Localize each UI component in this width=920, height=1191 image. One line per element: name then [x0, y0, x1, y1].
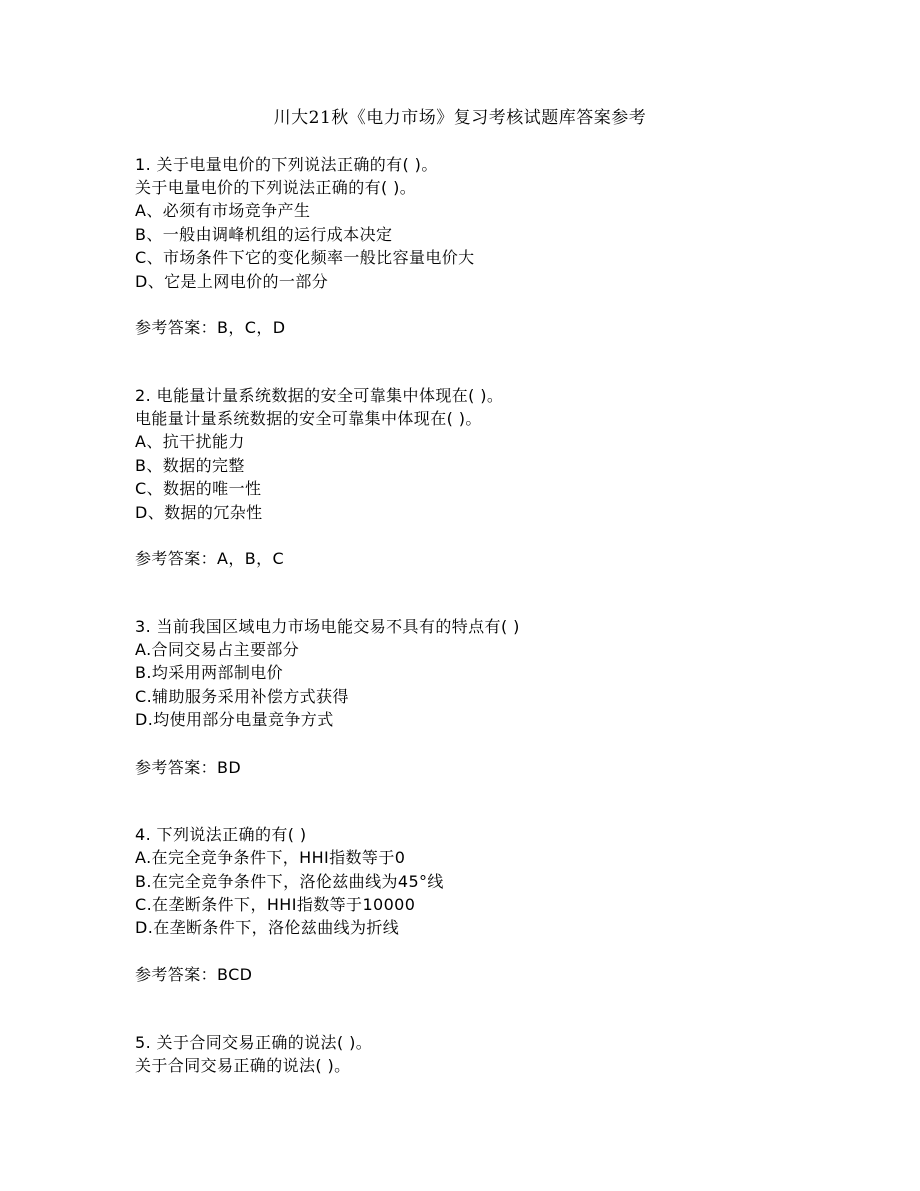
question-3-heading: 3. 当前我国区域电力市场电能交易不具有的特点有( )	[135, 617, 520, 636]
question-3-option-b: B.均采用两部制电价	[135, 663, 284, 682]
question-3-option-d: D.均使用部分电量竞争方式	[135, 710, 334, 729]
question-4-option-d: D.在垄断条件下，洛伦兹曲线为折线	[135, 918, 400, 937]
question-1-option-a: A、必须有市场竞争产生	[135, 201, 311, 220]
question-4-option-a: A.在完全竞争条件下，HHI指数等于0	[135, 848, 406, 867]
question-1-answer: 参考答案：B，C，D	[135, 318, 286, 337]
question-3-answer: 参考答案：BD	[135, 758, 242, 777]
question-2-heading: 2. 电能量计量系统数据的安全可靠集中体现在( )。	[135, 386, 504, 405]
question-3-option-c: C.辅助服务采用补偿方式获得	[135, 687, 349, 706]
question-5-heading: 5. 关于合同交易正确的说法( )。	[135, 1033, 373, 1052]
question-1-option-d: D、它是上网电价的一部分	[135, 272, 329, 291]
question-2-option-a: A、抗干扰能力	[135, 432, 245, 451]
question-2-stem: 电能量计量系统数据的安全可靠集中体现在( )。	[135, 409, 482, 428]
question-2-option-b: B、数据的完整	[135, 456, 245, 475]
question-4-answer: 参考答案：BCD	[135, 965, 253, 984]
question-1-heading: 1. 关于电量电价的下列说法正确的有( )。	[135, 155, 438, 174]
question-2-answer: 参考答案：A，B，C	[135, 549, 285, 568]
question-2-option-d: D、数据的冗杂性	[135, 503, 263, 522]
question-4-option-b: B.在完全竞争条件下，洛伦兹曲线为45°线	[135, 872, 444, 891]
question-1-stem: 关于电量电价的下列说法正确的有( )。	[135, 178, 417, 197]
document-title: 川大21秋《电力市场》复习考核试题库答案参考	[273, 108, 647, 128]
question-1-option-c: C、市场条件下它的变化频率一般比容量电价大	[135, 248, 475, 267]
question-4-heading: 4. 下列说法正确的有( )	[135, 825, 307, 844]
question-1-option-b: B、一般由调峰机组的运行成本决定	[135, 225, 393, 244]
question-4-option-c: C.在垄断条件下，HHI指数等于10000	[135, 895, 416, 914]
question-3-option-a: A.合同交易占主要部分	[135, 640, 300, 659]
question-2-option-c: C、数据的唯一性	[135, 479, 262, 498]
question-5-stem: 关于合同交易正确的说法( )。	[135, 1056, 351, 1075]
